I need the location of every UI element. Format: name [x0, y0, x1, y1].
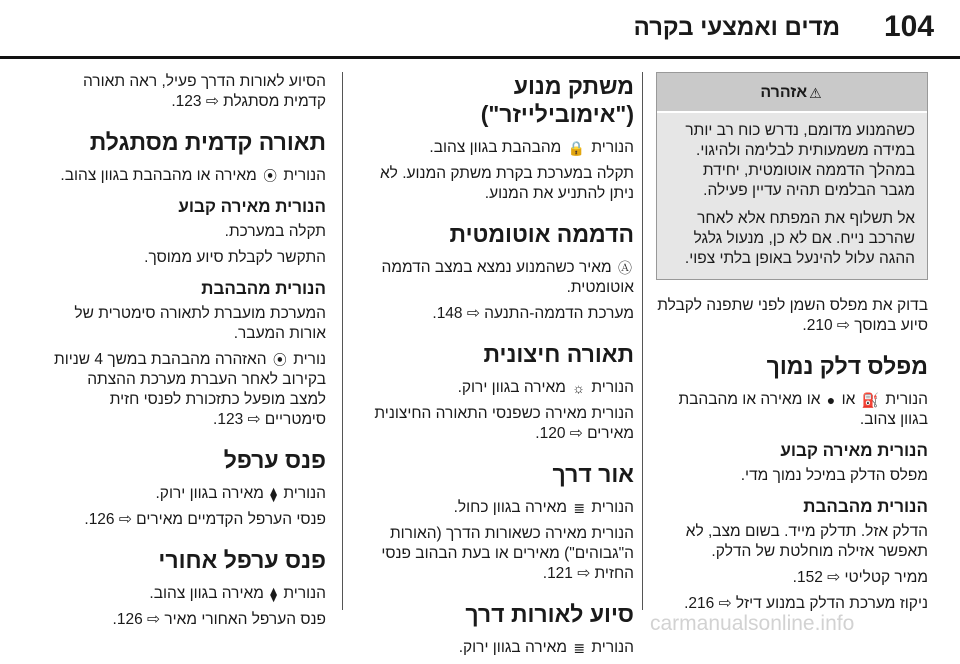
paragraph: הנורית 🔒 מהבהבת בגוון צהוב. [429, 139, 634, 156]
paragraph: המערכת מועברת לתאורה סימטרית של אורות המעבר. [74, 305, 326, 342]
column-divider [642, 72, 643, 610]
section-heading-immobiliser: משתק מנוע ("אימובילייזר") [480, 73, 634, 127]
section-heading-rear-fog: פנס ערפל אחורי [158, 547, 326, 573]
subheading-steady: הנורית מאירה קבוע [178, 197, 326, 216]
high-beam-icon: ≣ [573, 500, 586, 516]
warning-paragraph: אל תשלוף את המפתח אלא לאחר שהרכב נייח. אם לא כן, מנעול גלגל ההגה עלול להינעל באופן בלתי צפוי. [684, 210, 915, 267]
paragraph: הנורית ≣ מאירה בגוון כחול. [453, 499, 634, 516]
filter-icon: ● [826, 392, 836, 408]
paragraph: הנורית ☼ מאירה בגוון ירוק. [457, 379, 634, 396]
paragraph: הנורית מאירה כשפנסי התאורה החיצונית מאירים ⇨ 120. [374, 405, 634, 442]
warning-triangle-icon: ⚠ [809, 85, 822, 101]
rear-fog-icon: ⧫ [270, 586, 278, 602]
paragraph: תקלה במערכת. [224, 223, 326, 240]
paragraph: הנורית ⧫ מאירה בגוון ירוק. [155, 485, 326, 502]
column-divider [342, 72, 343, 610]
subheading-flashing: הנורית מהבהבת [803, 497, 928, 516]
paragraph: פנסי הערפל הקדמיים מאירים ⇨ 126. [84, 511, 326, 528]
check-oil-paragraph: בדוק את מפלס השמן לפני שתפנה לקבלת סיוע במוסך ⇨ 210. [657, 297, 928, 334]
paragraph: Ⓐ מאיר כשהמנוע נמצא במצב הדממה אוטומטית. [381, 259, 634, 296]
page-title: מדים ואמצעי בקרה [633, 14, 840, 41]
column-right [656, 72, 928, 620]
section-heading-autostop: הדממה אוטומטית [449, 221, 634, 247]
paragraph: התקשר לקבלת סיוע ממוסך. [144, 249, 326, 266]
section-heading-low-fuel: מפלס דלק נמוך [766, 353, 928, 379]
warning-paragraph: כשהמנוע מדומם, נדרש כוח רב יותר במידה משמעותית לבלימה ולהיגוי. במהלך הדממה אוטומטית, יחידת מגבר הבלמים תהיה עדיין פעילה. [685, 122, 915, 199]
paragraph: הנורית ⦿ מאירה או מהבהבת בגוון צהוב. [60, 167, 326, 184]
column-middle [356, 72, 634, 664]
column-left [50, 72, 326, 636]
paragraph: תקלה במערכת בקרת משתק המנוע. לא ניתן להתניע את המנוע. [379, 165, 634, 202]
paragraph: מערכת הדממה-התנעה ⇨ 148. [432, 305, 634, 322]
paragraph: פנס הערפל האחורי מאיר ⇨ 126. [112, 611, 326, 628]
section-heading-high-beam-assist: סיוע לאורות דרך [465, 601, 634, 627]
low-fuel-paragraph: הנורית ⛽ או ● או מאירה או מהבהבת בגוון צהוב. [678, 391, 928, 428]
paragraph: הדלק אזל. תדלק מייד. בשום מצב, לא תאפשר אזילה מוחלטת של הדלק. [685, 523, 928, 560]
paragraph: ניקוז מערכת הדלק במנוע דיזל ⇨ 216. [684, 595, 928, 612]
paragraph: נורית ⦿ האזהרה מהבהבת במשך 4 שניות בקירוב לאחר העברת מערכת ההצתה למצב מופעל כתזכורת לפנסי חזית סימטריים ⇨ 123. [54, 351, 326, 428]
dimming-warning-icon: ⦿ [263, 168, 278, 184]
section-heading-exterior-light: תאורה חיצונית [483, 341, 634, 367]
subheading-steady: הנורית מאירה קבוע [780, 441, 928, 460]
paragraph: הנורית ⧫ מאירה בגוון צהוב. [149, 585, 326, 602]
front-fog-icon: ⧫ [270, 486, 278, 502]
warning-box [656, 72, 928, 280]
dimming-warning-icon: ⦿ [272, 352, 287, 368]
subheading-flashing: הנורית מהבהבת [201, 279, 326, 298]
high-beam-assist-icon: ≣ [573, 640, 586, 656]
page-header [0, 0, 960, 59]
auto-light-icon: Ⓐ [618, 260, 632, 276]
watermark: carmanualsonline.info [650, 612, 855, 635]
section-heading-front-fog: פנס ערפל [223, 447, 326, 473]
warning-header [657, 73, 927, 113]
paragraph: הסיוע לאורות הדרך פעיל, ראה תאורה קדמית מסתגלת ⇨ 123. [82, 73, 326, 110]
warning-title: אזהרה [760, 84, 808, 101]
paragraph: הנורית ≣ מאירה בגוון ירוק. [458, 639, 634, 656]
padlock-icon: 🔒 [567, 140, 586, 156]
side-light-icon: ☼ [572, 380, 586, 396]
paragraph: ממיר קטליטי ⇨ 152. [792, 569, 928, 586]
paragraph: הנורית מאירה כשאורות הדרך (האורות ה"גבוהים") מאירים או בעת הבהוב פנסי החזית ⇨ 121. [381, 525, 634, 582]
section-heading-high-beam: אור דרך [552, 461, 634, 487]
section-heading-adaptive-light: תאורה קדמית מסתגלת [89, 129, 326, 155]
page-number: 104 [884, 10, 935, 43]
fuel-pump-icon: ⛽ [861, 392, 880, 408]
paragraph: מפלס הדלק במיכל נמוך מדי. [740, 467, 928, 484]
